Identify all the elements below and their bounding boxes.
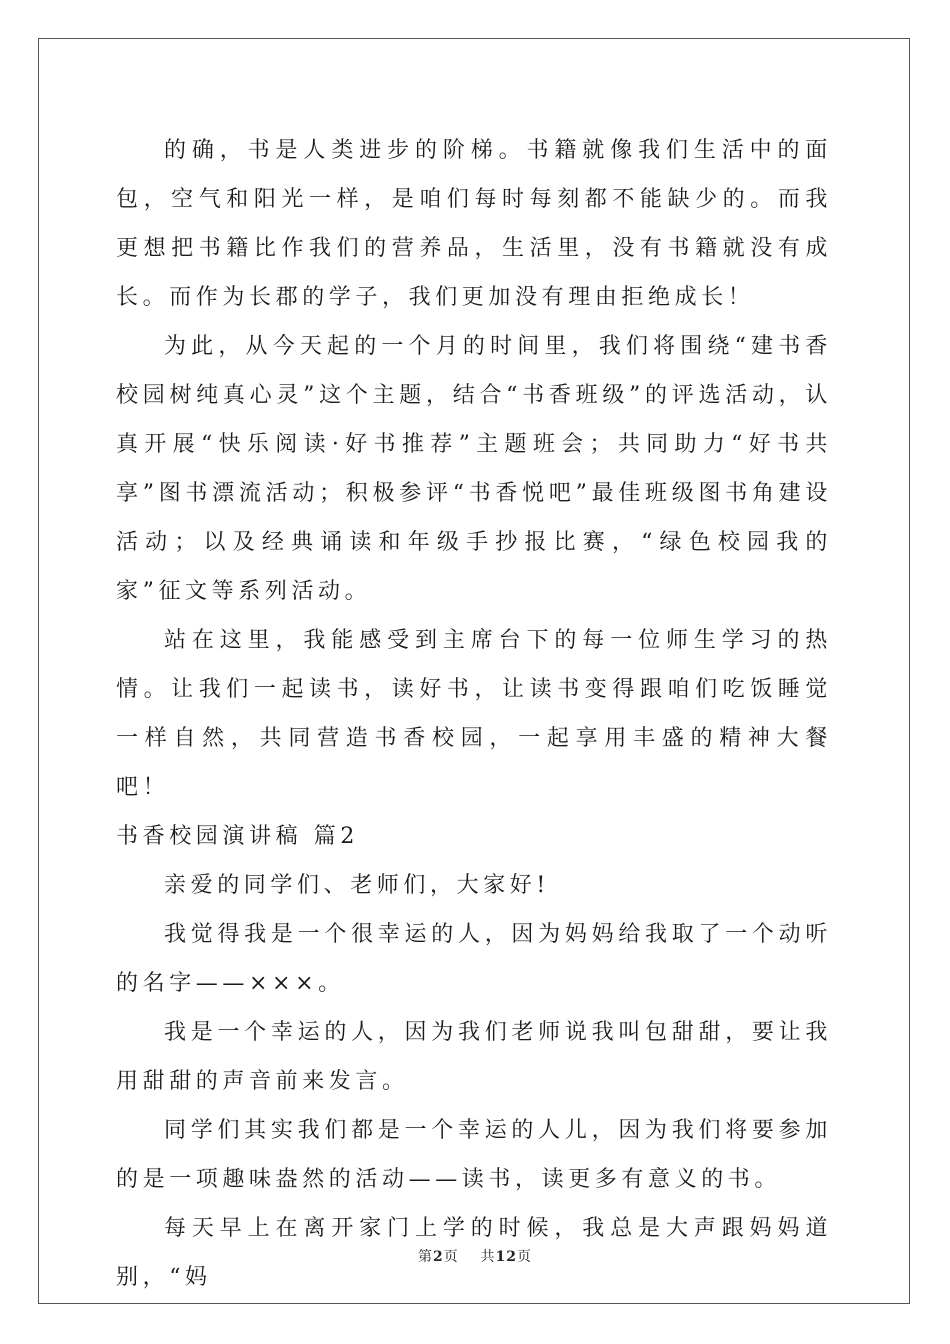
paragraph: 我觉得我是一个很幸运的人，因为妈妈给我取了一个动听的名字——×××。 [116,922,832,996]
paragraph: 我是一个幸运的人，因为我们老师说我叫包甜甜，要让我用甜甜的声音前来发言。 [116,1020,832,1094]
page-number: 2 [432,1249,444,1265]
paragraph: 同学们其实我们都是一个幸运的人儿，因为我们将要参加的是一项趣味盎然的活动——读书，读更多有意义的书。 [116,1118,832,1192]
page-footer [0,1246,950,1266]
page-suffix: 页 [443,1249,459,1265]
paragraph: 的确，书是人类进步的阶梯。书籍就像我们生活中的面包，空气和阳光一样，是咱们每时每刻都不能缺少的。而我更想把书籍比作我们的营养品，生活里，没有书籍就没有成长。而作为长郡的学子，我们更加没有理由拒绝成长！ [116,138,832,310]
total-prefix: 共 [480,1249,496,1265]
paragraph: 亲爱的同学们、老师们，大家好! [164,873,550,898]
paragraph: 每天早上在离开家门上学的时候，我总是大声跟妈妈道别，“妈 [116,1216,832,1290]
document-body [116,126,832,1302]
paragraph: 站在这里，我能感受到主席台下的每一位师生学习的热情。让我们一起读书，读好书，让读书变得跟咱们吃饭睡觉一样自然，共同营造书香校园，一起享用丰盛的精神大餐吧！ [116,628,832,800]
total-pages: 12 [495,1249,518,1265]
paragraph: 为此，从今天起的一个月的时间里，我们将围绕“建书香校园树纯真心灵”这个主题，结合“书香班级”的评选活动，认真开展“快乐阅读·好书推荐”主题班会；共同助力“好书共享”图书漂流活动；积极参评“书香悦吧”最佳班级图书角建设活动；以及经典诵读和年级手抄报比赛，“绿色校园我的家”征文等系列活动。 [116,334,832,604]
section-heading: 书香校园演讲稿 篇2 [116,824,359,849]
page-prefix: 第 [417,1249,433,1265]
total-suffix: 页 [517,1249,533,1265]
